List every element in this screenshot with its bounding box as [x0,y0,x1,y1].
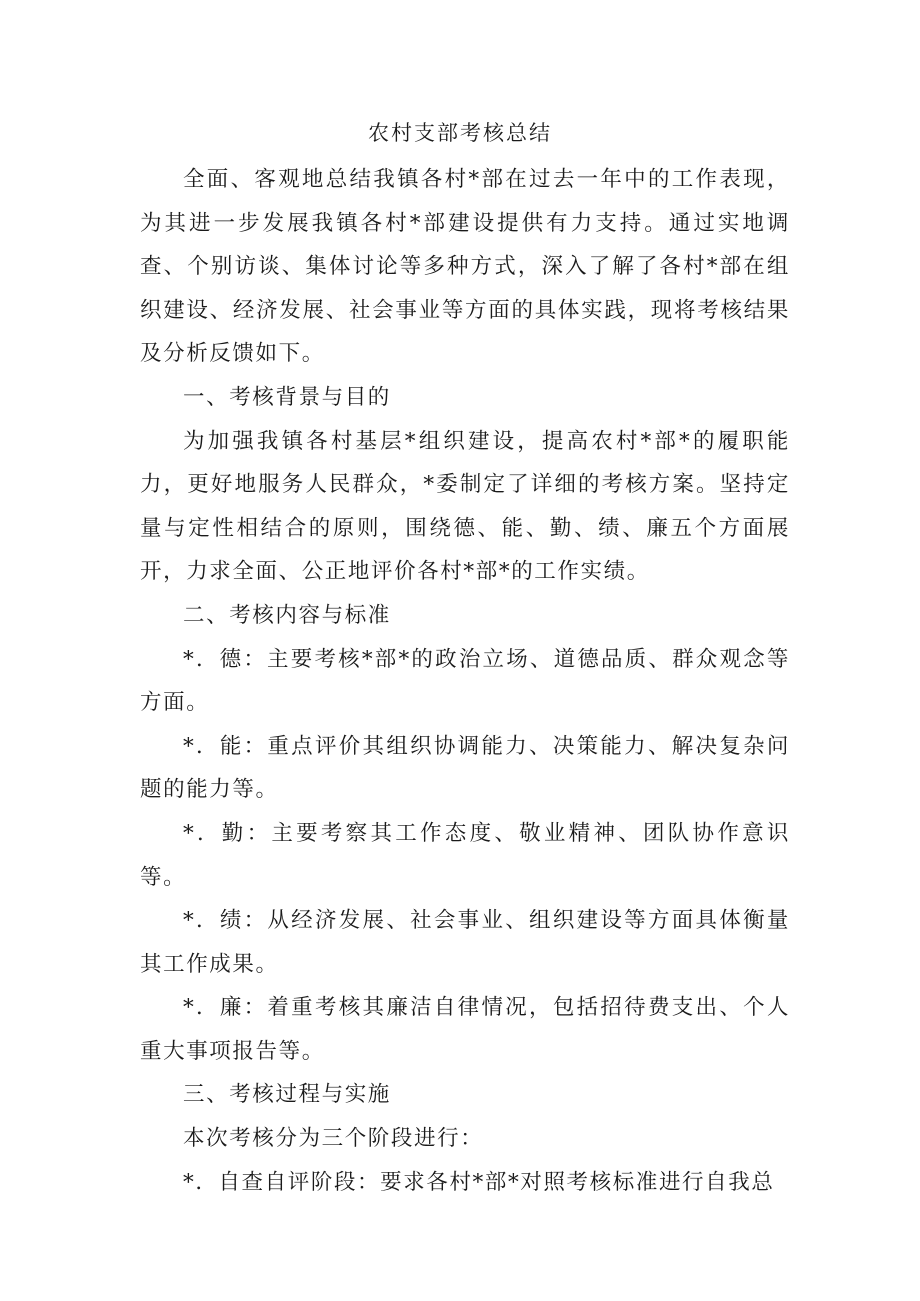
list-item-ji: *．绩：从经济发展、社会事业、组织建设等方面具体衡量其工作成果。 [140,908,790,977]
list-item-self-review: *．自查自评阶段：要求各村*部*对照考核标准进行自我总 [183,1169,775,1195]
paragraph-intro: 全面、客观地总结我镇各村*部在过去一年中的工作表现，为其进一步发展我镇各村*部建设提供有力支持。通过实地调查、个别访谈、集体讨论等多种方式，深入了解了各村*部在组织建设、经济发展、社会事业等方面的具体实践，现将考核结果及分析反馈如下。 [140,167,790,367]
list-item-neng: *．能：重点评价其组织协调能力、决策能力、解决复杂问题的能力等。 [140,733,790,803]
paragraph-stages-intro: 本次考核分为三个阶段进行： [183,1126,484,1152]
list-item-qin: *．勤：主要考察其工作态度、敬业精神、团队协作意识等。 [140,820,790,890]
document-title: 农村支部考核总结 [368,121,552,145]
list-item-de: *．德：主要考核*部*的政治立场、道德品质、群众观念等方面。 [140,646,790,716]
list-item-lian: *．廉：着重考核其廉洁自律情况，包括招待费支出、个人重大事项报告等。 [140,995,790,1064]
paragraph-background: 为加强我镇各村基层*组织建设，提高农村*部*的履职能力，更好地服务人民群众，*委制定了详细的考核方案。坚持定量与定性相结合的原则，围绕德、能、勤、绩、廉五个方面展开，力求全面、公正地评价各村*部*的工作实绩。 [140,428,790,585]
section-heading-3: 三、考核过程与实施 [183,1082,391,1108]
section-heading-2: 二、考核内容与标准 [183,602,391,628]
section-heading-1: 一、考核背景与目的 [183,384,391,410]
document-body [140,158,790,1204]
